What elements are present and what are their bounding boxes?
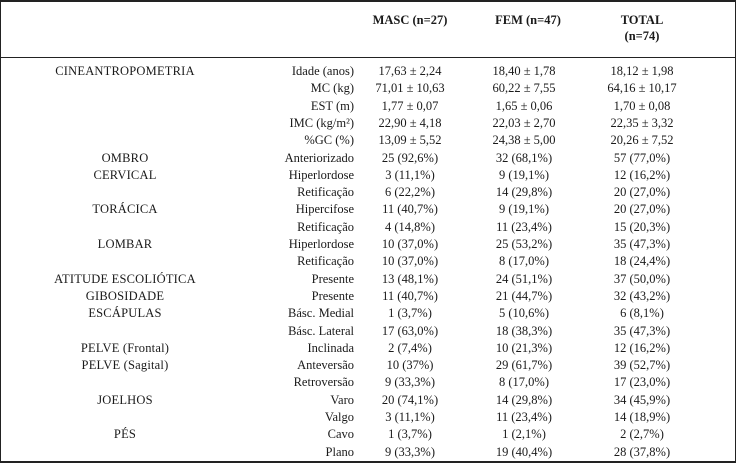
masc-value-cell: 17,63 ± 2,24 [378,64,442,78]
fem-value-cell: 18,40 ± 1,78 [492,64,556,78]
category-cell: TORÁCICA [92,202,158,217]
table-row [0,80,736,97]
category-cell: CERVICAL [93,167,157,182]
table-row [0,323,736,340]
category-cell: GIBOSIDADE [85,288,165,303]
total-value-cell: 18 (24,4%) [613,254,671,269]
table-row [0,219,736,236]
masc-value-cell: 20 (74,1%) [381,392,439,407]
total-value-cell: 20,26 ± 7,52 [610,133,674,148]
masc-value-cell: 11 (40,7%) [382,202,438,217]
total-value-cell: 14 (18,9%) [613,410,671,424]
total-value-cell: 57 (77,0%) [613,150,671,165]
masc-value-cell: 1,77 ± 0,07 [381,98,439,113]
header-fem: FEM (n=47) [495,13,561,27]
header-total [582,12,702,44]
fem-value-cell: 24,38 ± 5,00 [492,133,556,148]
table-row [0,426,736,443]
variable-cell: Presente [311,271,354,286]
variable-cell: Hipercifose [295,202,354,217]
variable-cell: MC (kg) [310,81,354,96]
masc-value-cell: 3 (11,1%) [385,167,435,182]
table-row [0,392,736,409]
masc-value-cell: 10 (37%) [386,358,434,373]
fem-value-cell: 1,65 ± 0,06 [495,98,553,113]
table-row [0,340,736,357]
table-row [0,305,736,322]
table-row [0,409,736,426]
total-value-cell: 15 (20,3%) [613,219,671,234]
variable-cell: Plano [325,444,354,459]
variable-cell: Básc. Medial [288,306,354,321]
variable-cell: Retificação [297,219,354,234]
table-row [0,444,736,461]
total-value-cell: 18,12 ± 1,98 [610,64,674,78]
variable-cell: Retificação [297,254,354,269]
total-value-cell: 35 (47,3%) [613,323,671,338]
total-value-cell: 2 (2,7%) [620,427,664,442]
fem-value-cell: 11 (23,4%) [496,410,552,424]
total-value-cell: 35 (47,3%) [613,237,671,251]
category-cell: ESCÁPULAS [88,306,162,321]
fem-value-cell: 8 (17,0%) [499,375,549,390]
variable-cell: Presente [311,288,354,303]
fem-value-cell: 25 (53,2%) [495,237,553,251]
fem-value-cell: 18 (38,3%) [495,323,553,338]
masc-value-cell: 1 (3,7%) [388,306,432,321]
table-row [0,357,736,374]
masc-value-cell: 10 (37,0%) [381,254,439,269]
variable-cell: Hiperlordose [288,167,354,182]
fem-value-cell: 9 (19,1%) [499,202,549,217]
masc-value-cell: 22,90 ± 4,18 [378,115,442,130]
header-masc: MASC (n=27) [372,13,448,27]
variable-cell: Retroversão [293,375,354,390]
total-value-cell: 32 (43,2%) [613,288,671,303]
category-cell: LOMBAR [97,237,153,251]
fem-value-cell: 14 (29,8%) [495,392,553,407]
fem-value-cell: 19 (40,4%) [495,444,553,459]
total-value-cell: 12 (16,2%) [613,340,671,355]
total-value-cell: 1,70 ± 0,08 [613,98,671,113]
total-value-cell: 28 (37,8%) [613,444,671,459]
category-cell: OMBRO [101,150,149,165]
masc-value-cell: 9 (33,3%) [385,375,435,390]
masc-value-cell: 10 (37,0%) [381,237,439,251]
variable-cell: EST (m) [310,98,354,113]
total-value-cell: 20 (27,0%) [613,185,671,200]
total-value-cell: 37 (50,0%) [613,271,671,286]
variable-cell: Valgo [324,410,354,424]
table-row [0,115,736,132]
category-cell: PELVE (Sagital) [81,358,169,373]
fem-value-cell: 21 (44,7%) [495,288,553,303]
variable-cell: Hiperlordose [288,237,354,251]
table-row [0,167,736,184]
masc-value-cell: 2 (7,4%) [388,340,432,355]
total-value-cell: 12 (16,2%) [613,167,671,182]
masc-value-cell: 25 (92,6%) [381,150,439,165]
header-total-n: (n=74) [624,29,660,43]
table-row [0,98,736,115]
variable-cell: Básc. Lateral [288,323,354,338]
category-cell: PÉS [113,427,137,442]
total-value-cell: 34 (45,9%) [613,392,671,407]
fem-value-cell: 8 (17,0%) [499,254,549,269]
fem-value-cell: 22,03 ± 2,70 [492,115,556,130]
masc-value-cell: 3 (11,1%) [385,410,435,424]
table-row [0,132,736,149]
fem-value-cell: 60,22 ± 7,55 [492,81,556,96]
table-row [0,374,736,391]
fem-value-cell: 9 (19,1%) [499,167,549,182]
variable-cell: Anteversão [297,358,354,373]
fem-value-cell: 24 (51,1%) [495,271,553,286]
variable-cell: Cavo [327,427,354,442]
fem-value-cell: 11 (23,4%) [496,219,552,234]
masc-value-cell: 17 (63,0%) [381,323,439,338]
category-cell: ATITUDE ESCOLIÓTICA [54,271,196,286]
variable-cell: Inclinada [307,340,354,355]
fem-value-cell: 14 (29,8%) [495,185,553,200]
masc-value-cell: 13 (48,1%) [381,271,439,286]
masc-value-cell: 1 (3,7%) [388,427,432,442]
masc-value-cell: 71,01 ± 10,63 [375,81,445,96]
fem-value-cell: 10 (21,3%) [495,340,553,355]
fem-value-cell: 32 (68,1%) [495,150,553,165]
total-value-cell: 17 (23,0%) [613,375,671,390]
category-cell: CINEANTROPOMETRIA [55,64,195,78]
table-row [0,63,736,80]
table-row [0,236,736,253]
total-value-cell: 22,35 ± 3,32 [610,115,674,130]
variable-cell: Anteriorizado [284,150,354,165]
top-rule [0,0,736,2]
fem-value-cell: 5 (10,6%) [499,306,549,321]
variable-cell: IMC (kg/m²) [289,115,354,130]
category-cell: JOELHOS [97,392,153,407]
masc-value-cell: 9 (33,3%) [385,444,435,459]
total-value-cell: 64,16 ± 10,17 [607,81,677,96]
table-row [0,150,736,167]
masc-value-cell: 13,09 ± 5,52 [378,133,442,148]
table-row [0,271,736,288]
header-total-label: TOTAL [620,13,664,27]
masc-value-cell: 11 (40,7%) [382,288,438,303]
table-row [0,288,736,305]
variable-cell: %GC (%) [304,133,354,148]
header-rule [0,57,736,58]
category-cell: PELVE (Frontal) [80,340,170,355]
total-value-cell: 39 (52,7%) [613,358,671,373]
table-row [0,253,736,270]
total-value-cell: 20 (27,0%) [613,202,671,217]
total-value-cell: 6 (8,1%) [620,306,664,321]
variable-cell: Retificação [297,185,354,200]
table-row [0,184,736,201]
table-row [0,201,736,218]
masc-value-cell: 4 (14,8%) [385,219,435,234]
fem-value-cell: 29 (61,7%) [495,358,553,373]
masc-value-cell: 6 (22,2%) [385,185,435,200]
variable-cell: Idade (anos) [291,64,354,78]
variable-cell: Varo [330,392,354,407]
fem-value-cell: 1 (2,1%) [502,427,546,442]
